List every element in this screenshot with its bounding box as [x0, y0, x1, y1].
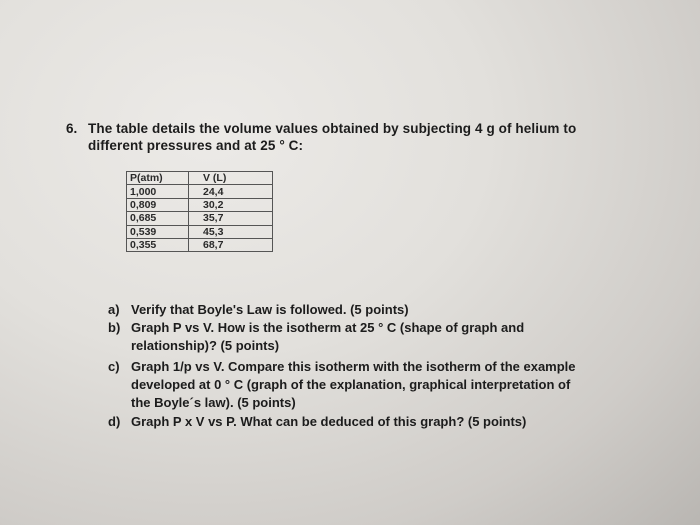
table-header-row	[127, 172, 273, 185]
pressure-cell: 0,809	[127, 198, 189, 211]
item-c-letter: c)	[108, 359, 120, 374]
volume-cell: 68,7	[189, 238, 273, 251]
table-row	[127, 198, 273, 211]
table-row	[127, 185, 273, 198]
volume-cell: 30,2	[189, 198, 273, 211]
table-row	[127, 225, 273, 238]
question-number: 6.	[66, 121, 78, 136]
table-row	[127, 238, 273, 251]
item-a-text: Verify that Boyle's Law is followed. (5 points)	[131, 302, 409, 317]
item-c-text-line-2: developed at 0 ° C (graph of the explanation, graphical interpretation of	[131, 377, 571, 392]
item-c-text-line-3: the Boyle´s law). (5 points)	[131, 395, 296, 410]
pressure-cell: 0,355	[127, 238, 189, 251]
volume-cell: 35,7	[189, 212, 273, 225]
item-b-text-line-2: relationship)? (5 points)	[131, 338, 280, 353]
pressure-cell: 0,539	[127, 225, 189, 238]
item-a-letter: a)	[108, 302, 120, 317]
question-text-line-2: different pressures and at 25 ° C:	[88, 138, 304, 153]
item-b-letter: b)	[108, 320, 121, 335]
header-pressure: P(atm)	[127, 172, 189, 185]
item-d-letter: d)	[108, 414, 121, 429]
pressure-cell: 1,000	[127, 185, 189, 198]
header-volume: V (L)	[189, 172, 273, 185]
volume-cell: 45,3	[189, 225, 273, 238]
question-text-line-1: The table details the volume values obtained by subjecting 4 g of helium to	[88, 121, 577, 136]
item-c-text-line-1: Graph 1/p vs V. Compare this isotherm with the isotherm of the example	[131, 359, 576, 374]
pressure-volume-table	[126, 171, 273, 252]
pressure-cell: 0,685	[127, 212, 189, 225]
item-b-text-line-1: Graph P vs V. How is the isotherm at 25 ° C (shape of graph and	[131, 320, 525, 335]
volume-cell: 24,4	[189, 185, 273, 198]
table-row	[127, 212, 273, 225]
item-d-text: Graph P x V vs P. What can be deduced of this graph? (5 points)	[131, 414, 527, 429]
